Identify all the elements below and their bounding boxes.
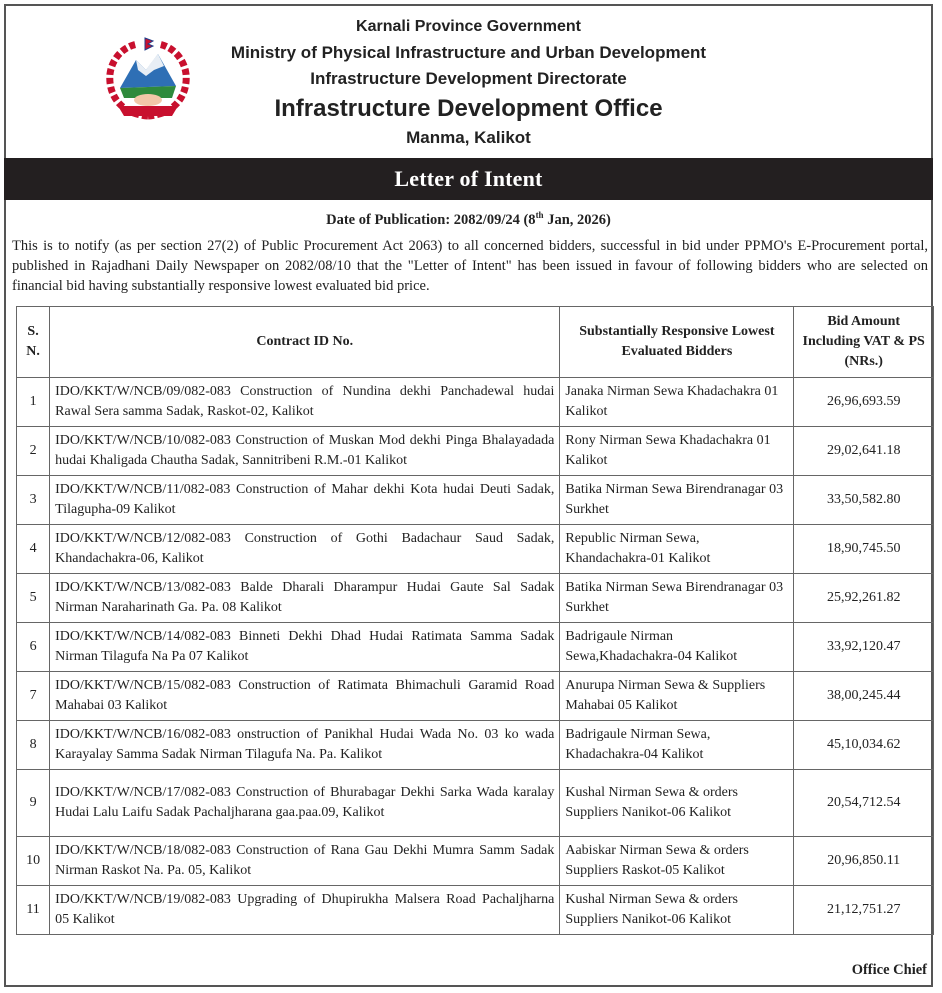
table-row	[17, 427, 934, 476]
row-bidder: Rony Nirman Sewa Khadachakra 01 Kalikot	[560, 427, 794, 476]
table-row	[17, 525, 934, 574]
row-contract-id: IDO/KKT/W/NCB/19/082-083 Upgrading of Dhupirukha Malsera Road Pachaljharna 05 Kalikot	[50, 886, 560, 935]
row-bidder: Batika Nirman Sewa Birendranagar 03 Surkhet	[560, 574, 794, 623]
office-name: Infrastructure Development Office	[274, 95, 663, 122]
province-name: Karnali Province Government	[356, 18, 581, 35]
row-contract-id: IDO/KKT/W/NCB/17/082-083 Construction of Bhurabagar Dekhi Sarka Wada karalay Hudai Lalu Laifu Sadak Pachaljharana gaa.paa.09, Kalikot	[50, 770, 560, 837]
signature-office-chief: Office Chief	[851, 962, 927, 978]
row-bidder: Kushal Nirman Sewa & orders Suppliers Nanikot-06 Kalikot	[560, 770, 794, 837]
row-serial-number: 10	[17, 837, 50, 886]
row-bidder: Aabiskar Nirman Sewa & orders Suppliers Raskot-05 Kalikot	[560, 837, 794, 886]
publication-date	[6, 210, 931, 229]
row-bidder: Republic Nirman Sewa, Khandachakra-01 Kalikot	[560, 525, 794, 574]
directorate-name: Infrastructure Development Directorate	[310, 69, 627, 88]
header-bidder: Substantially Responsive Lowest Evaluated Bidders	[560, 307, 794, 378]
row-serial-number: 4	[17, 525, 50, 574]
table-row	[17, 476, 934, 525]
row-contract-id: IDO/KKT/W/NCB/18/082-083 Construction of Rana Gau Dekhi Mumra Samm Sadak Nirman Raskot Na. Pa. 05, Kalikot	[50, 837, 560, 886]
letter-of-intent-notice	[4, 4, 933, 987]
row-serial-number: 3	[17, 476, 50, 525]
table-header-row	[17, 307, 934, 378]
row-bid-amount: 21,12,751.27	[794, 886, 934, 935]
table-row	[17, 837, 934, 886]
row-serial-number: 5	[17, 574, 50, 623]
notice-paragraph: This is to notify (as per section 27(2) of Public Procurement Act 2063) to all concerned bidders, successful in bid under PPMO's E-Procurement portal, published in Rajadhani Daily Newspaper on 2082/08/10 that the "Letter of Intent" has been issued in favour of following bidders who are selected on financial bid having substantially responsive lowest evaluated bid price.	[12, 238, 928, 294]
row-bid-amount: 18,90,745.50	[794, 525, 934, 574]
row-serial-number: 1	[17, 378, 50, 427]
header-sn: S. N.	[17, 307, 50, 378]
ministry-name: Ministry of Physical Infrastructure and Urban Development	[230, 43, 707, 62]
table-row	[17, 721, 934, 770]
bidders-table	[16, 306, 934, 935]
row-contract-id: IDO/KKT/W/NCB/09/082-083 Construction of Nundina dekhi Panchadewal hudai Rawal Sera samma Sadak, Raskot-02, Kalikot	[50, 378, 560, 427]
row-bid-amount: 45,10,034.62	[794, 721, 934, 770]
row-serial-number: 11	[17, 886, 50, 935]
row-bid-amount: 25,92,261.82	[794, 574, 934, 623]
table-row	[17, 886, 934, 935]
row-serial-number: 6	[17, 623, 50, 672]
row-contract-id: IDO/KKT/W/NCB/11/082-083 Construction of Mahar dekhi Kota hudai Deuti Sadak, Tilagupha-09 Kalikot	[50, 476, 560, 525]
row-contract-id: IDO/KKT/W/NCB/15/082-083 Construction of Ratimata Bhimachuli Garamid Road Mahabai 03 Kalikot	[50, 672, 560, 721]
page-title: Letter of Intent	[4, 158, 933, 200]
row-serial-number: 9	[17, 770, 50, 837]
row-bidder: Janaka Nirman Sewa Khadachakra 01 Kalikot	[560, 378, 794, 427]
row-bid-amount: 29,02,641.18	[794, 427, 934, 476]
row-bidder: Kushal Nirman Sewa & orders Suppliers Nanikot-06 Kalikot	[560, 886, 794, 935]
row-bid-amount: 20,96,850.11	[794, 837, 934, 886]
letterhead	[6, 6, 931, 158]
row-serial-number: 7	[17, 672, 50, 721]
table-row	[17, 672, 934, 721]
table-row	[17, 378, 934, 427]
row-bid-amount: 20,54,712.54	[794, 770, 934, 837]
row-bidder: Badrigaule Nirman Sewa,Khadachakra-04 Kalikot	[560, 623, 794, 672]
row-serial-number: 8	[17, 721, 50, 770]
row-bidder: Batika Nirman Sewa Birendranagar 03 Surkhet	[560, 476, 794, 525]
row-bidder: Anurupa Nirman Sewa & Suppliers Mahabai 05 Kalikot	[560, 672, 794, 721]
table-row	[17, 770, 934, 837]
row-contract-id: IDO/KKT/W/NCB/13/082-083 Balde Dharali Dharampur Hudai Gaute Sal Sadak Nirman Naraharinath Ga. Pa. 08 Kalikot	[50, 574, 560, 623]
row-bidder: Badrigaule Nirman Sewa, Khadachakra-04 Kalikot	[560, 721, 794, 770]
header-bid-amount: Bid Amount Including VAT & PS (NRs.)	[794, 307, 934, 378]
table-row	[17, 574, 934, 623]
row-serial-number: 2	[17, 427, 50, 476]
header-contract-id: Contract ID No.	[50, 307, 560, 378]
publication-date-prefix: Date of Publication: 2082/09/24 (8	[326, 211, 536, 228]
row-contract-id: IDO/KKT/W/NCB/16/082-083 onstruction of Panikhal Hudai Wada No. 03 ko wada Karayalay Samma Sadak Nirman Tilagufa Na. Pa. Kalikot	[50, 721, 560, 770]
row-contract-id: IDO/KKT/W/NCB/10/082-083 Construction of Muskan Mod dekhi Pinga Bhalayadada hudai Khaligada Chautha Sadak, Sannitribeni R.M.-01 Kalikot	[50, 427, 560, 476]
row-bid-amount: 38,00,245.44	[794, 672, 934, 721]
table-row	[17, 623, 934, 672]
row-bid-amount: 26,96,693.59	[794, 378, 934, 427]
row-contract-id: IDO/KKT/W/NCB/12/082-083 Construction of Gothi Badachaur Saud Sadak, Khandachakra-06, Kalikot	[50, 525, 560, 574]
row-bid-amount: 33,92,120.47	[794, 623, 934, 672]
row-bid-amount: 33,50,582.80	[794, 476, 934, 525]
publication-date-suffix: Jan, 2026)	[543, 211, 611, 228]
office-location: Manma, Kalikot	[406, 128, 531, 147]
row-contract-id: IDO/KKT/W/NCB/14/082-083 Binneti Dekhi Dhad Hudai Ratimata Samma Sadak Nirman Tilagufa Na Pa 07 Kalikot	[50, 623, 560, 672]
publication-date-sup: th	[535, 210, 544, 220]
